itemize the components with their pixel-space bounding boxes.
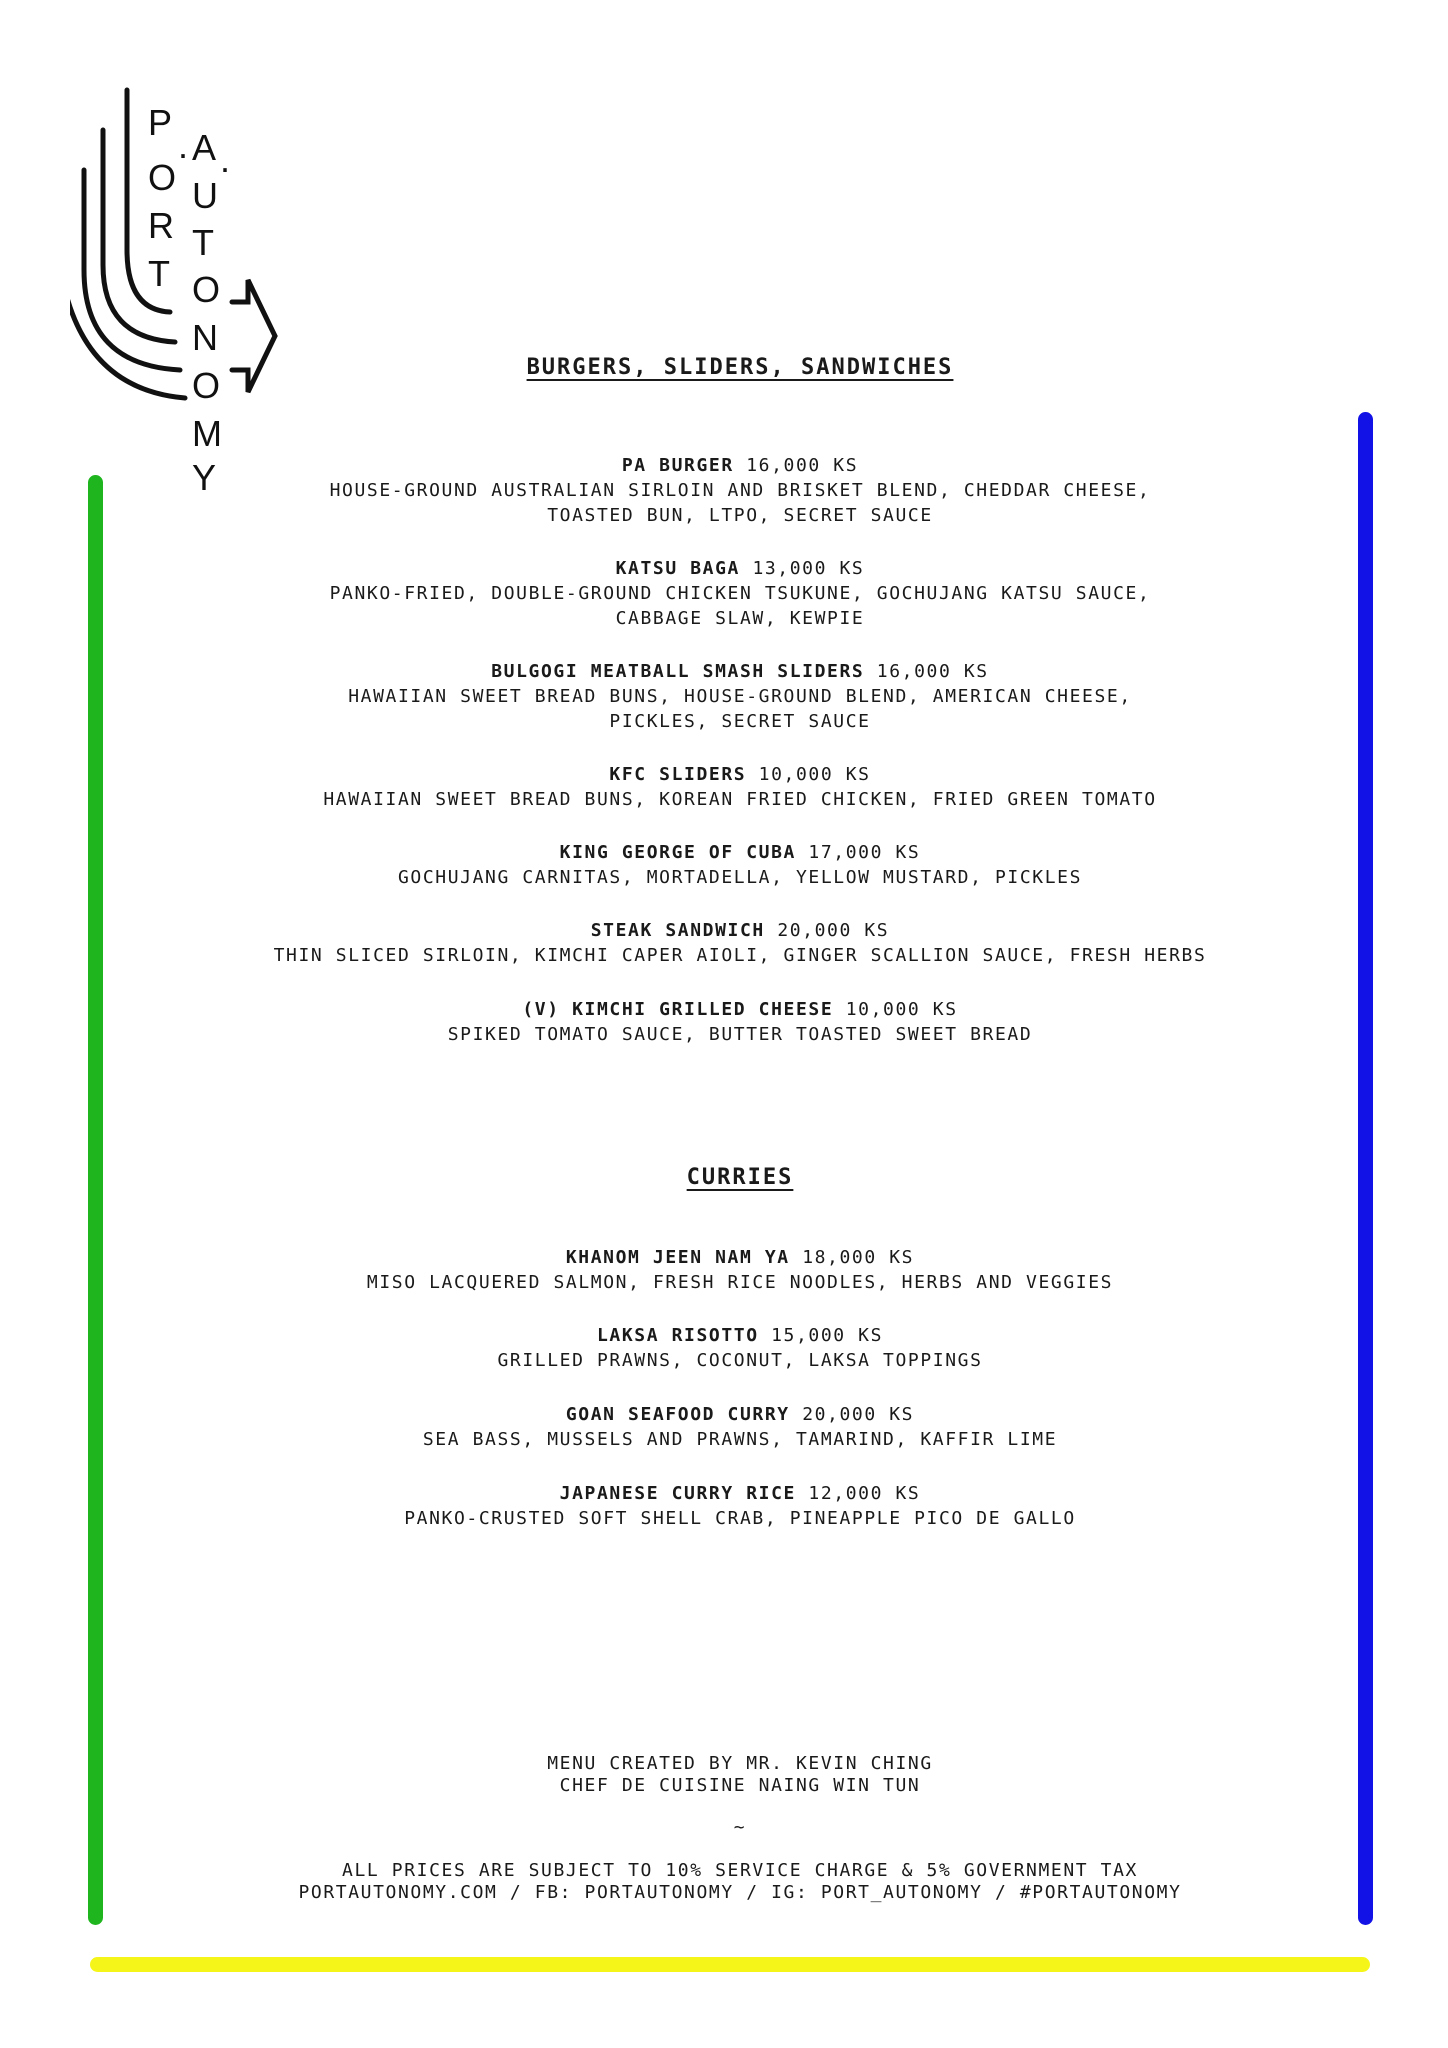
item-desc: GOCHUJANG CARNITAS, MORTADELLA, YELLOW MUSTARD, PICKLES — [397, 867, 1083, 888]
item-desc: MISO LACQUERED SALMON, FRESH RICE NOODLES, HERBS AND VEGGIES — [366, 1272, 1114, 1293]
menu-item — [180, 659, 1300, 734]
svg-text:U: U — [192, 175, 218, 216]
item-price: 13,000 KS — [752, 558, 865, 579]
tilde-separator: ~ — [733, 1817, 747, 1838]
item-name: LAKSA RISOTTO — [596, 1325, 759, 1346]
item-price: 16,000 KS — [876, 661, 989, 682]
item-desc: HAWAIIAN SWEET BREAD BUNS, HOUSE-GROUND BLEND, AMERICAN CHEESE, PICKLES, SECRET SAUCE — [348, 686, 1132, 732]
item-name: BULGOGI MEATBALL SMASH SLIDERS — [491, 661, 865, 682]
svg-text:O: O — [192, 365, 221, 406]
section-title-burgers: BURGERS, SLIDERS, SANDWICHES — [526, 355, 954, 380]
svg-text:R: R — [148, 205, 174, 246]
menu-item — [180, 556, 1300, 631]
item-desc: PANKO-FRIED, DOUBLE-GROUND CHICKEN TSUKUNE, GOCHUJANG KATSU SAUCE, CABBAGE SLAW, KEWPIE — [329, 583, 1151, 629]
item-price: 20,000 KS — [777, 920, 890, 941]
item-name: KHANOM JEEN NAM YA — [565, 1247, 790, 1268]
menu-credits — [180, 1753, 1300, 1797]
svg-text:.: . — [178, 125, 189, 166]
burgers-section — [180, 355, 1300, 380]
menu-item — [180, 1481, 1300, 1531]
left-green-bar — [88, 475, 103, 1925]
footer-separator — [180, 1817, 1300, 1839]
item-desc: THIN SLICED SIRLOIN, KIMCHI CAPER AIOLI, GINGER SCALLION SAUCE, FRESH HERBS — [273, 945, 1207, 966]
item-price: 17,000 KS — [808, 842, 921, 863]
item-name: KATSU BAGA — [615, 558, 740, 579]
curries-section — [180, 1165, 1300, 1190]
svg-text:O: O — [192, 269, 221, 310]
svg-text:Y: Y — [192, 457, 217, 490]
item-price: 15,000 KS — [771, 1325, 884, 1346]
menu-item — [180, 453, 1300, 528]
social-links: PORTAUTONOMY.COM / FB: PORTAUTONOMY / IG: PORT_AUTONOMY / #PORTAUTONOMY — [298, 1882, 1182, 1903]
item-name: GOAN SEAFOOD CURRY — [565, 1404, 790, 1425]
menu-item — [180, 1323, 1300, 1373]
item-price: 10,000 KS — [845, 999, 958, 1020]
footer-notes — [180, 1860, 1300, 1904]
menu-item — [180, 840, 1300, 890]
svg-text:.: . — [220, 139, 231, 180]
item-name: KFC SLIDERS — [609, 764, 747, 785]
section-title-curries: CURRIES — [686, 1165, 794, 1190]
svg-text:N: N — [192, 317, 218, 358]
item-desc: PANKO-CRUSTED SOFT SHELL CRAB, PINEAPPLE PICO DE GALLO — [404, 1508, 1076, 1529]
item-desc: GRILLED PRAWNS, COCONUT, LAKSA TOPPINGS — [497, 1350, 983, 1371]
tax-note: ALL PRICES ARE SUBJECT TO 10% SERVICE CHARGE & 5% GOVERNMENT TAX — [342, 1860, 1138, 1881]
item-price: 18,000 KS — [802, 1247, 915, 1268]
menu-item — [180, 918, 1300, 968]
item-name: STEAK SANDWICH — [590, 920, 765, 941]
item-desc: HOUSE-GROUND AUSTRALIAN SIRLOIN AND BRISKET BLEND, CHEDDAR CHEESE, TOASTED BUN, LTPO, SECRET SAUCE — [329, 480, 1151, 526]
menu-item — [180, 762, 1300, 812]
item-desc: SPIKED TOMATO SAUCE, BUTTER TOASTED SWEET BREAD — [447, 1024, 1033, 1045]
item-price: 12,000 KS — [808, 1483, 921, 1504]
port-autonomy-logo — [70, 80, 290, 490]
menu-item — [180, 1402, 1300, 1452]
right-blue-bar — [1358, 412, 1373, 1925]
credit-line-1: MENU CREATED BY MR. KEVIN CHING — [547, 1753, 933, 1774]
svg-text:M: M — [192, 413, 222, 454]
bottom-yellow-bar — [90, 1957, 1370, 1972]
item-name: JAPANESE CURRY RICE — [559, 1483, 796, 1504]
item-name: PA BURGER — [621, 455, 734, 476]
svg-text:P: P — [148, 102, 173, 143]
credit-line-2: CHEF DE CUISINE NAING WIN TUN — [559, 1775, 921, 1796]
item-price: 20,000 KS — [802, 1404, 915, 1425]
svg-text:A: A — [192, 127, 217, 168]
item-name: (V) KIMCHI GRILLED CHEESE — [522, 999, 834, 1020]
menu-item — [180, 1245, 1300, 1295]
svg-text:T: T — [192, 222, 214, 263]
item-price: 10,000 KS — [758, 764, 871, 785]
item-desc: SEA BASS, MUSSELS AND PRAWNS, TAMARIND, KAFFIR LIME — [422, 1429, 1058, 1450]
item-name: KING GEORGE OF CUBA — [559, 842, 796, 863]
svg-text:O: O — [148, 157, 177, 198]
item-desc: HAWAIIAN SWEET BREAD BUNS, KOREAN FRIED CHICKEN, FRIED GREEN TOMATO — [323, 789, 1157, 810]
menu-item — [180, 997, 1300, 1047]
svg-text:T: T — [148, 253, 170, 294]
item-price: 16,000 KS — [746, 455, 859, 476]
